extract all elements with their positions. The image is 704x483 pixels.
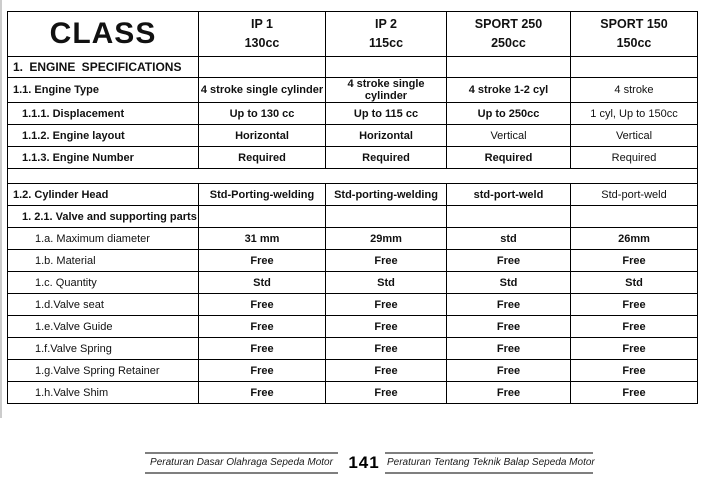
table-row (8, 206, 698, 228)
footer-left-note: Peraturan Dasar Olahraga Sepeda Motor (145, 452, 338, 474)
value-cell: Free (199, 250, 326, 272)
value-cell: Free (199, 294, 326, 316)
table-row (8, 184, 698, 206)
value-cell: Free (447, 294, 571, 316)
value-cell: Free (571, 382, 698, 404)
value-cell: Free (326, 382, 447, 404)
value-cell: 4 stroke (571, 78, 698, 103)
value-cell: Free (326, 294, 447, 316)
value-cell: Free (447, 250, 571, 272)
spec-table-body (8, 57, 698, 404)
row-label: 1. ENGINE SPECIFICATIONS (8, 57, 199, 78)
row-label: 1.1.2. Engine layout (8, 125, 199, 147)
class-spec-table (7, 11, 698, 404)
value-cell: Free (571, 250, 698, 272)
value-cell: Std (326, 272, 447, 294)
value-cell: Vertical (447, 125, 571, 147)
value-cell: Free (199, 382, 326, 404)
class-displacement: 250cc (491, 36, 526, 50)
value-cell: Vertical (571, 125, 698, 147)
value-cell: Free (326, 338, 447, 360)
value-cell: Free (199, 338, 326, 360)
value-cell: 26mm (571, 228, 698, 250)
row-label: 1.f.Valve Spring (8, 338, 199, 360)
table-row (8, 272, 698, 294)
class-header-cell: CLASS (8, 12, 199, 57)
value-cell: Std (571, 272, 698, 294)
value-cell: Up to 130 cc (199, 103, 326, 125)
value-cell: Free (199, 316, 326, 338)
table-row (8, 103, 698, 125)
row-label: 1.g.Valve Spring Retainer (8, 360, 199, 382)
value-cell: Required (447, 147, 571, 169)
row-label: 1.a. Maximum diameter (8, 228, 199, 250)
value-cell: Std-port-weld (571, 184, 698, 206)
value-cell: 1 cyl, Up to 150cc (571, 103, 698, 125)
value-cell: Up to 115 cc (326, 103, 447, 125)
table-row (8, 147, 698, 169)
value-cell: Free (571, 360, 698, 382)
table-row (8, 316, 698, 338)
row-label: 1.1. Engine Type (8, 78, 199, 103)
value-cell: Horizontal (326, 125, 447, 147)
value-cell: Required (326, 147, 447, 169)
value-cell (199, 206, 326, 228)
class-column-header-1 (199, 12, 326, 57)
value-cell (199, 57, 326, 78)
header-row (8, 12, 698, 57)
footer-right-note: Peraturan Tentang Teknik Balap Sepeda Motor (385, 452, 593, 474)
value-cell: 31 mm (199, 228, 326, 250)
class-name: IP 1 (250, 17, 273, 31)
value-cell: Free (447, 316, 571, 338)
row-label: 1.b. Material (8, 250, 199, 272)
value-cell: Free (571, 294, 698, 316)
class-displacement: 130cc (244, 36, 280, 50)
table-row (8, 57, 698, 78)
value-cell: 29mm (326, 228, 447, 250)
value-cell: std (447, 228, 571, 250)
value-cell: Required (571, 147, 698, 169)
value-cell: Std-Porting-welding (199, 184, 326, 206)
table-row (8, 360, 698, 382)
class-name: SPORT 150 (600, 17, 668, 31)
value-cell: Free (447, 338, 571, 360)
class-displacement: 150cc (616, 36, 652, 50)
value-cell: Free (571, 338, 698, 360)
value-cell: std-port-weld (447, 184, 571, 206)
class-column-header-4 (571, 12, 698, 57)
value-cell: Std (199, 272, 326, 294)
value-cell: Horizontal (199, 125, 326, 147)
value-cell: 4 stroke 1-2 cyl (447, 78, 571, 103)
table-row (8, 125, 698, 147)
row-label: 1.1.1. Displacement (8, 103, 199, 125)
value-cell (326, 57, 447, 78)
value-cell (571, 206, 698, 228)
value-cell: Required (199, 147, 326, 169)
table-row (8, 169, 698, 184)
class-name: IP 2 (374, 17, 397, 31)
value-cell: Free (447, 382, 571, 404)
row-label: 1.e.Valve Guide (8, 316, 199, 338)
value-cell: Free (326, 316, 447, 338)
class-column-header-3 (447, 12, 571, 57)
table-row (8, 294, 698, 316)
page-edge-artifact (0, 0, 2, 418)
table-row (8, 382, 698, 404)
row-label: 1.d.Valve seat (8, 294, 199, 316)
row-label: 1.2. Cylinder Head (8, 184, 199, 206)
value-cell (326, 206, 447, 228)
value-cell: Free (199, 360, 326, 382)
value-cell (447, 57, 571, 78)
value-cell: Std-porting-welding (326, 184, 447, 206)
table-row (8, 250, 698, 272)
row-label: 1.1.3. Engine Number (8, 147, 199, 169)
table-row (8, 78, 698, 103)
value-cell: Up to 250cc (447, 103, 571, 125)
value-cell: Free (326, 250, 447, 272)
value-cell (571, 57, 698, 78)
table-row (8, 338, 698, 360)
value-cell (447, 206, 571, 228)
value-cell: Free (571, 316, 698, 338)
value-cell: Free (326, 360, 447, 382)
row-label: 1.h.Valve Shim (8, 382, 199, 404)
class-displacement: 115cc (368, 36, 404, 50)
value-cell: 4 stroke single cylinder (326, 78, 447, 103)
row-label: 1.c. Quantity (8, 272, 199, 294)
value-cell: 4 stroke single cylinder (199, 78, 326, 103)
spacer-cell (8, 169, 698, 184)
row-label: 1. 2.1. Valve and supporting parts (8, 206, 199, 228)
value-cell: Std (447, 272, 571, 294)
value-cell: Free (447, 360, 571, 382)
class-name: SPORT 250 (474, 17, 543, 31)
page-number: 141 (348, 453, 380, 472)
table-row (8, 228, 698, 250)
class-column-header-2 (326, 12, 447, 57)
